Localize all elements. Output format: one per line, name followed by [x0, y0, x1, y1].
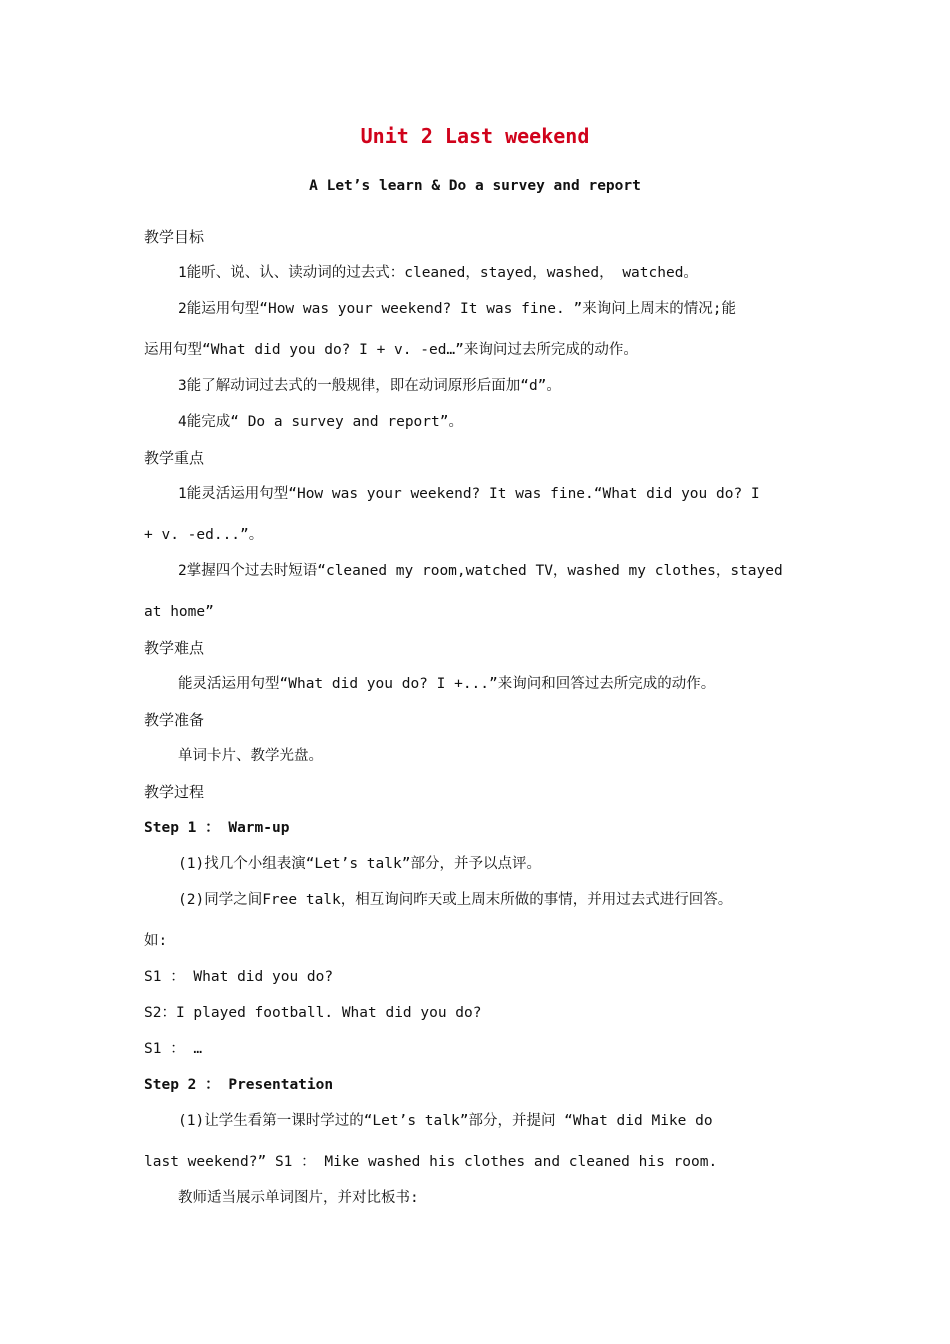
document-subtitle: A Let’s learn & Do a survey and report: [309, 178, 641, 194]
key-point-1-line1: 1能灵活运用句型“How was your weekend? It was fine.“What did you do? I: [178, 486, 760, 502]
objective-2-line1: 2能运用句型“How was your weekend? It was fine. ”来询问上周末的情况;能: [178, 301, 736, 317]
key-point-2-line2: at home”: [144, 604, 214, 620]
step-1-heading: Step 1 ： Warm-up: [144, 820, 290, 836]
preparation-1: 单词卡片、教学光盘。: [178, 748, 323, 764]
step-1-dialogue-3: S1 ： …: [144, 1041, 203, 1057]
key-point-2-line1: 2掌握四个过去时短语“cleaned my room,watched TV，washed my clothes，stayed: [178, 563, 783, 579]
step-1-example-label: 如:: [144, 933, 168, 949]
step-1-item-2: (2)同学之间Free talk，相互询问昨天或上周末所做的事情，并用过去式进行回答。: [178, 892, 733, 908]
objective-3: 3能了解动词过去式的一般规律，即在动词原形后面加“d”。: [178, 378, 561, 394]
difficulty-heading: 教学难点: [144, 639, 205, 657]
objective-4: 4能完成“ Do a survey and report”。: [178, 414, 463, 430]
objectives-heading: 教学目标: [144, 228, 205, 246]
objective-2-line2: 运用句型“What did you do? I + v. -ed…”来询问过去所完成的动作。: [144, 342, 638, 358]
step-1-dialogue-1: S1 ： What did you do?: [144, 969, 334, 985]
preparation-heading: 教学准备: [144, 711, 205, 729]
document-title: Unit 2 Last weekend: [360, 124, 590, 148]
step-2-heading: Step 2 ： Presentation: [144, 1077, 334, 1093]
key-point-1-line2: + v. -ed...”。: [144, 527, 264, 543]
key-points-heading: 教学重点: [144, 449, 205, 467]
step-1-item-1: (1)找几个小组表演“Let’s talk”部分，并予以点评。: [178, 856, 541, 872]
step-2-item-1-line2: last weekend?” S1 ： Mike washed his clothes and cleaned his room.: [144, 1154, 718, 1170]
process-heading: 教学过程: [144, 783, 205, 801]
step-2-item-1-line1: (1)让学生看第一课时学过的“Let’s talk”部分，并提问 “What did Mike do: [178, 1113, 713, 1129]
step-1-dialogue-2: S2：I played football. What did you do?: [144, 1005, 482, 1021]
difficulty-1: 能灵活运用句型“What did you do? I +...”来询问和回答过去所完成的动作。: [178, 676, 716, 692]
step-2-item-2: 教师适当展示单词图片，并对比板书:: [178, 1190, 419, 1206]
objective-1: 1能听、说、认、读动词的过去式：cleaned，stayed，washed， watched。: [178, 265, 698, 281]
